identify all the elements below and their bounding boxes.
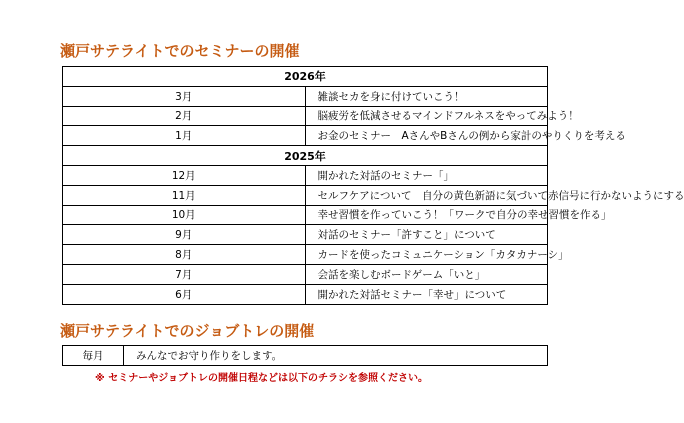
table-row bbox=[63, 245, 548, 265]
month-cell: 毎月 bbox=[63, 346, 124, 366]
year-2026-label: 2026年 bbox=[63, 67, 548, 87]
jobtore-table bbox=[62, 345, 548, 366]
jobtore-heading: 瀬戸サテライトでのジョブトレの開催 bbox=[60, 322, 315, 340]
topic-cell: 開かれた対話セミナー「幸せ」について bbox=[305, 284, 548, 304]
month-cell: 3月 bbox=[63, 86, 306, 106]
seminar-table bbox=[62, 66, 684, 305]
topic-cell: セルフケアについて 自分の黄色新語に気づいて赤信号に行かないようにする bbox=[305, 185, 548, 205]
year-2025-label: 2025年 bbox=[63, 146, 548, 166]
topic-cell: 幸せ習慣を作っていこう！「ワークで自分の幸せ習慣を作る」 bbox=[305, 205, 548, 225]
month-cell: 6月 bbox=[63, 284, 306, 304]
table-row bbox=[63, 264, 548, 284]
seminar-heading: 瀬戸サテライトでのセミナーの開催 bbox=[60, 42, 300, 60]
month-cell: 7月 bbox=[63, 264, 306, 284]
month-cell: 1月 bbox=[63, 126, 306, 146]
month-cell: 11月 bbox=[63, 185, 306, 205]
month-cell: 12月 bbox=[63, 165, 306, 185]
table-row bbox=[63, 284, 548, 304]
table-row bbox=[63, 165, 548, 185]
year-row bbox=[63, 146, 548, 166]
topic-cell: 脳疲労を低減させるマインドフルネスをやってみよう！ bbox=[305, 106, 548, 126]
table-row bbox=[63, 346, 548, 366]
table-row bbox=[63, 225, 548, 245]
topic-cell: みんなでお守り作りをします。 bbox=[124, 346, 548, 366]
month-cell: 10月 bbox=[63, 205, 306, 225]
topic-cell: 会話を楽しむボードゲーム「いと」 bbox=[305, 264, 548, 284]
month-cell: 8月 bbox=[63, 245, 306, 265]
topic-cell: 対話のセミナー「許すこと」について bbox=[305, 225, 548, 245]
table-row bbox=[63, 185, 548, 205]
flyer-note: ※ セミナーやジョブトレの開催日程などは以下のチラシを参照ください。 bbox=[95, 373, 429, 384]
table-row bbox=[63, 106, 548, 126]
topic-cell: カードを使ったコミュニケーション「カタカナーシ」 bbox=[305, 245, 548, 265]
table-row bbox=[63, 126, 548, 146]
year-row bbox=[63, 67, 548, 87]
table-row bbox=[63, 86, 548, 106]
topic-cell: 雑談セカを身に付けていこう！ bbox=[305, 86, 548, 106]
topic-cell: 開かれた対話のセミナー「」 bbox=[305, 165, 548, 185]
topic-cell: お金のセミナー AさんやBさんの例から家計のやりくりを考える bbox=[305, 126, 548, 146]
table-row bbox=[63, 205, 548, 225]
month-cell: 9月 bbox=[63, 225, 306, 245]
month-cell: 2月 bbox=[63, 106, 306, 126]
